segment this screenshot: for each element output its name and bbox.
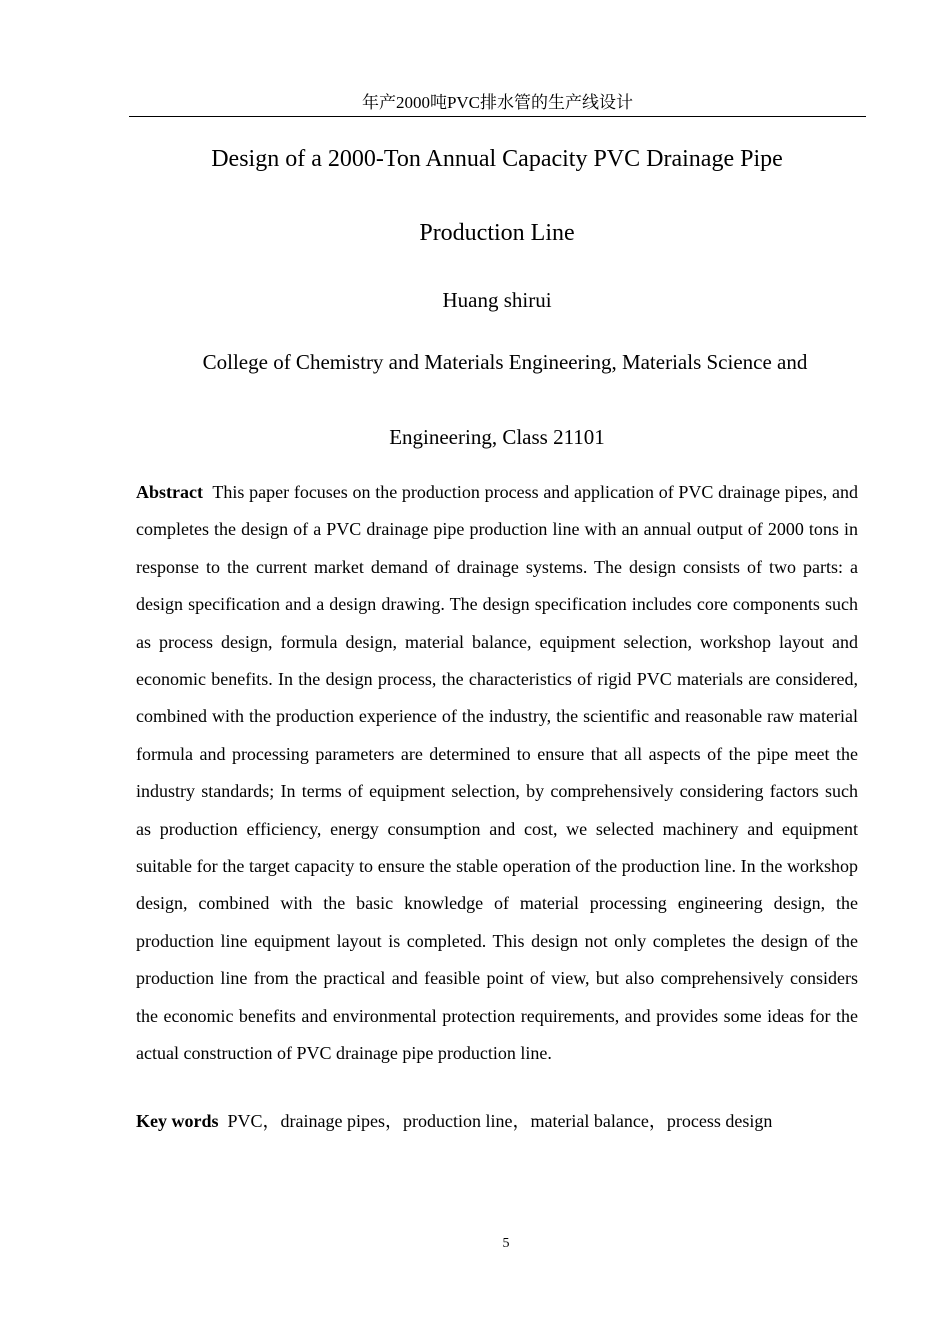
affiliation-line-2: Engineering, Class 21101 [389, 425, 605, 449]
abstract-label: Abstract [136, 482, 203, 502]
keywords-text: PVC，drainage pipes，production line，material balance，process design [227, 1111, 773, 1131]
abstract-text: This paper focuses on the production process and application of PVC drainage pipes, and completes the design of a PVC drainage pipe production line with an annual output of 2000 tons in response to the current market demand of drainage systems. The design consists of two parts: a design specification and a design drawing. The design specification includes core components such as process design, formula design, material balance, equipment selection, workshop layout and economic benefits. In the design process, the characteristics of rigid PVC materials are considered, combined with the production experience of the industry, the scientific and reasonable raw material formula and processing parameters are determined to ensure that all aspects of the pipe meet the industry standards; In terms of equipment selection, by comprehensively considering factors such as production efficiency, energy consumption and cost, we selected machinery and equipment suitable for the target capacity to ensure the stable operation of the production line. In the workshop design, combined with the basic knowledge of material processing engineering design, the production line equipment layout is completed. This design not only completes the design of the production line from the practical and feasible point of view, but also comprehensively considers the economic benefits and environmental protection requirements, and provides some ideas for the actual construction of PVC drainage pipe production line. [136, 482, 859, 1064]
page-number: 5 [502, 1236, 510, 1251]
paper-title-line-2: Production Line [419, 220, 575, 246]
paper-title-line-1: Design of a 2000-Ton Annual Capacity PVC Drainage Pipe [211, 146, 783, 172]
affiliation-line-1: College of Chemistry and Materials Engineering, Materials Science and [202, 350, 808, 374]
abstract-paragraph [136, 474, 858, 1073]
running-header [129, 90, 866, 117]
running-header-text: 年产2000吨PVC排水管的生产线设计 [361, 93, 634, 112]
keywords-paragraph [136, 1106, 858, 1136]
author-name: Huang shirui [442, 288, 552, 312]
keywords-label: Key words [136, 1111, 219, 1131]
